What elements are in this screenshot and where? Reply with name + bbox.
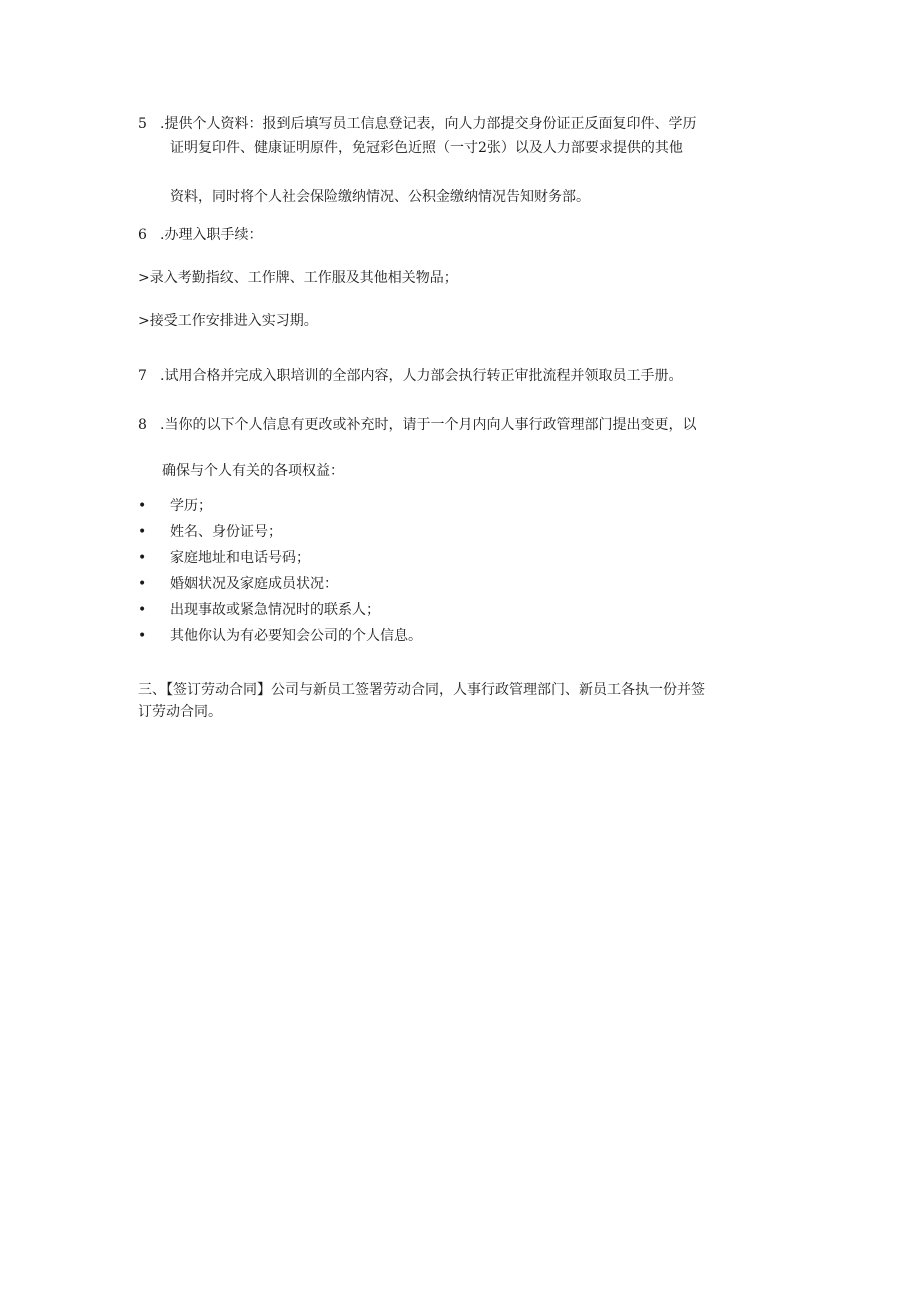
item5-line3: 资料，同时将个人社会保险缴纳情况、公积金缴纳情况告知财务部。 bbox=[170, 189, 590, 205]
item5-line2: 证明复印件、健康证明原件，免冠彩色近照（一寸2张）以及人力部要求提供的其他 bbox=[170, 140, 683, 156]
item6-sub1: >录入考勤指纹、工作牌、工作服及其他相关物品； bbox=[138, 270, 458, 286]
item6-number: 6 bbox=[138, 227, 147, 243]
bullet-text: 姓名、身份证号； bbox=[170, 524, 282, 540]
bullet-dot-icon: • bbox=[138, 524, 147, 540]
item7-line bbox=[138, 366, 682, 386]
item6-title: .办理入职手续： bbox=[160, 227, 263, 243]
item6-title-line bbox=[138, 225, 262, 245]
item5-text-line1: .提供个人资料：报到后填写员工信息登记表，向人力部提交身份证正反面复印件、学历 bbox=[160, 116, 697, 132]
bullet-text: 学历； bbox=[170, 498, 212, 514]
item8-line1 bbox=[138, 415, 696, 435]
item7-number: 7 bbox=[138, 368, 147, 384]
item6-sub2: >接受工作安排进入实习期。 bbox=[138, 313, 318, 329]
item5-line1 bbox=[138, 114, 696, 134]
item8-text-line1: .当你的以下个人信息有更改或补充时，请于一个月内向人事行政管理部门提出变更，以 bbox=[160, 417, 697, 433]
section3-line1: 三、【签订劳动合同】公司与新员工签署劳动合同，人事行政管理部门、新员工各执一份并签 bbox=[138, 682, 705, 698]
item5-number: 5 bbox=[138, 116, 147, 132]
item7-text: .试用合格并完成入职培训的全部内容，人力部会执行转正审批流程并领取员工手册。 bbox=[160, 368, 683, 384]
bullet-text: 出现事故或紧急情况时的联系人； bbox=[170, 602, 380, 618]
bullet-dot-icon: • bbox=[138, 498, 147, 514]
bullet-dot-icon: • bbox=[138, 628, 147, 644]
bullet-text: 家庭地址和电话号码； bbox=[170, 550, 310, 566]
bullet-dot-icon: • bbox=[138, 576, 147, 592]
bullet-text: 婚姻状况及家庭成员状况： bbox=[170, 576, 338, 592]
item8-number: 8 bbox=[138, 417, 147, 433]
bullet-dot-icon: • bbox=[138, 550, 147, 566]
item8-line2: 确保与个人有关的各项权益： bbox=[162, 463, 344, 479]
section3-line2: 订劳动合同。 bbox=[138, 704, 222, 720]
bullet-text: 其他你认为有必要知会公司的个人信息。 bbox=[170, 628, 422, 644]
bullet-dot-icon: • bbox=[138, 602, 147, 618]
